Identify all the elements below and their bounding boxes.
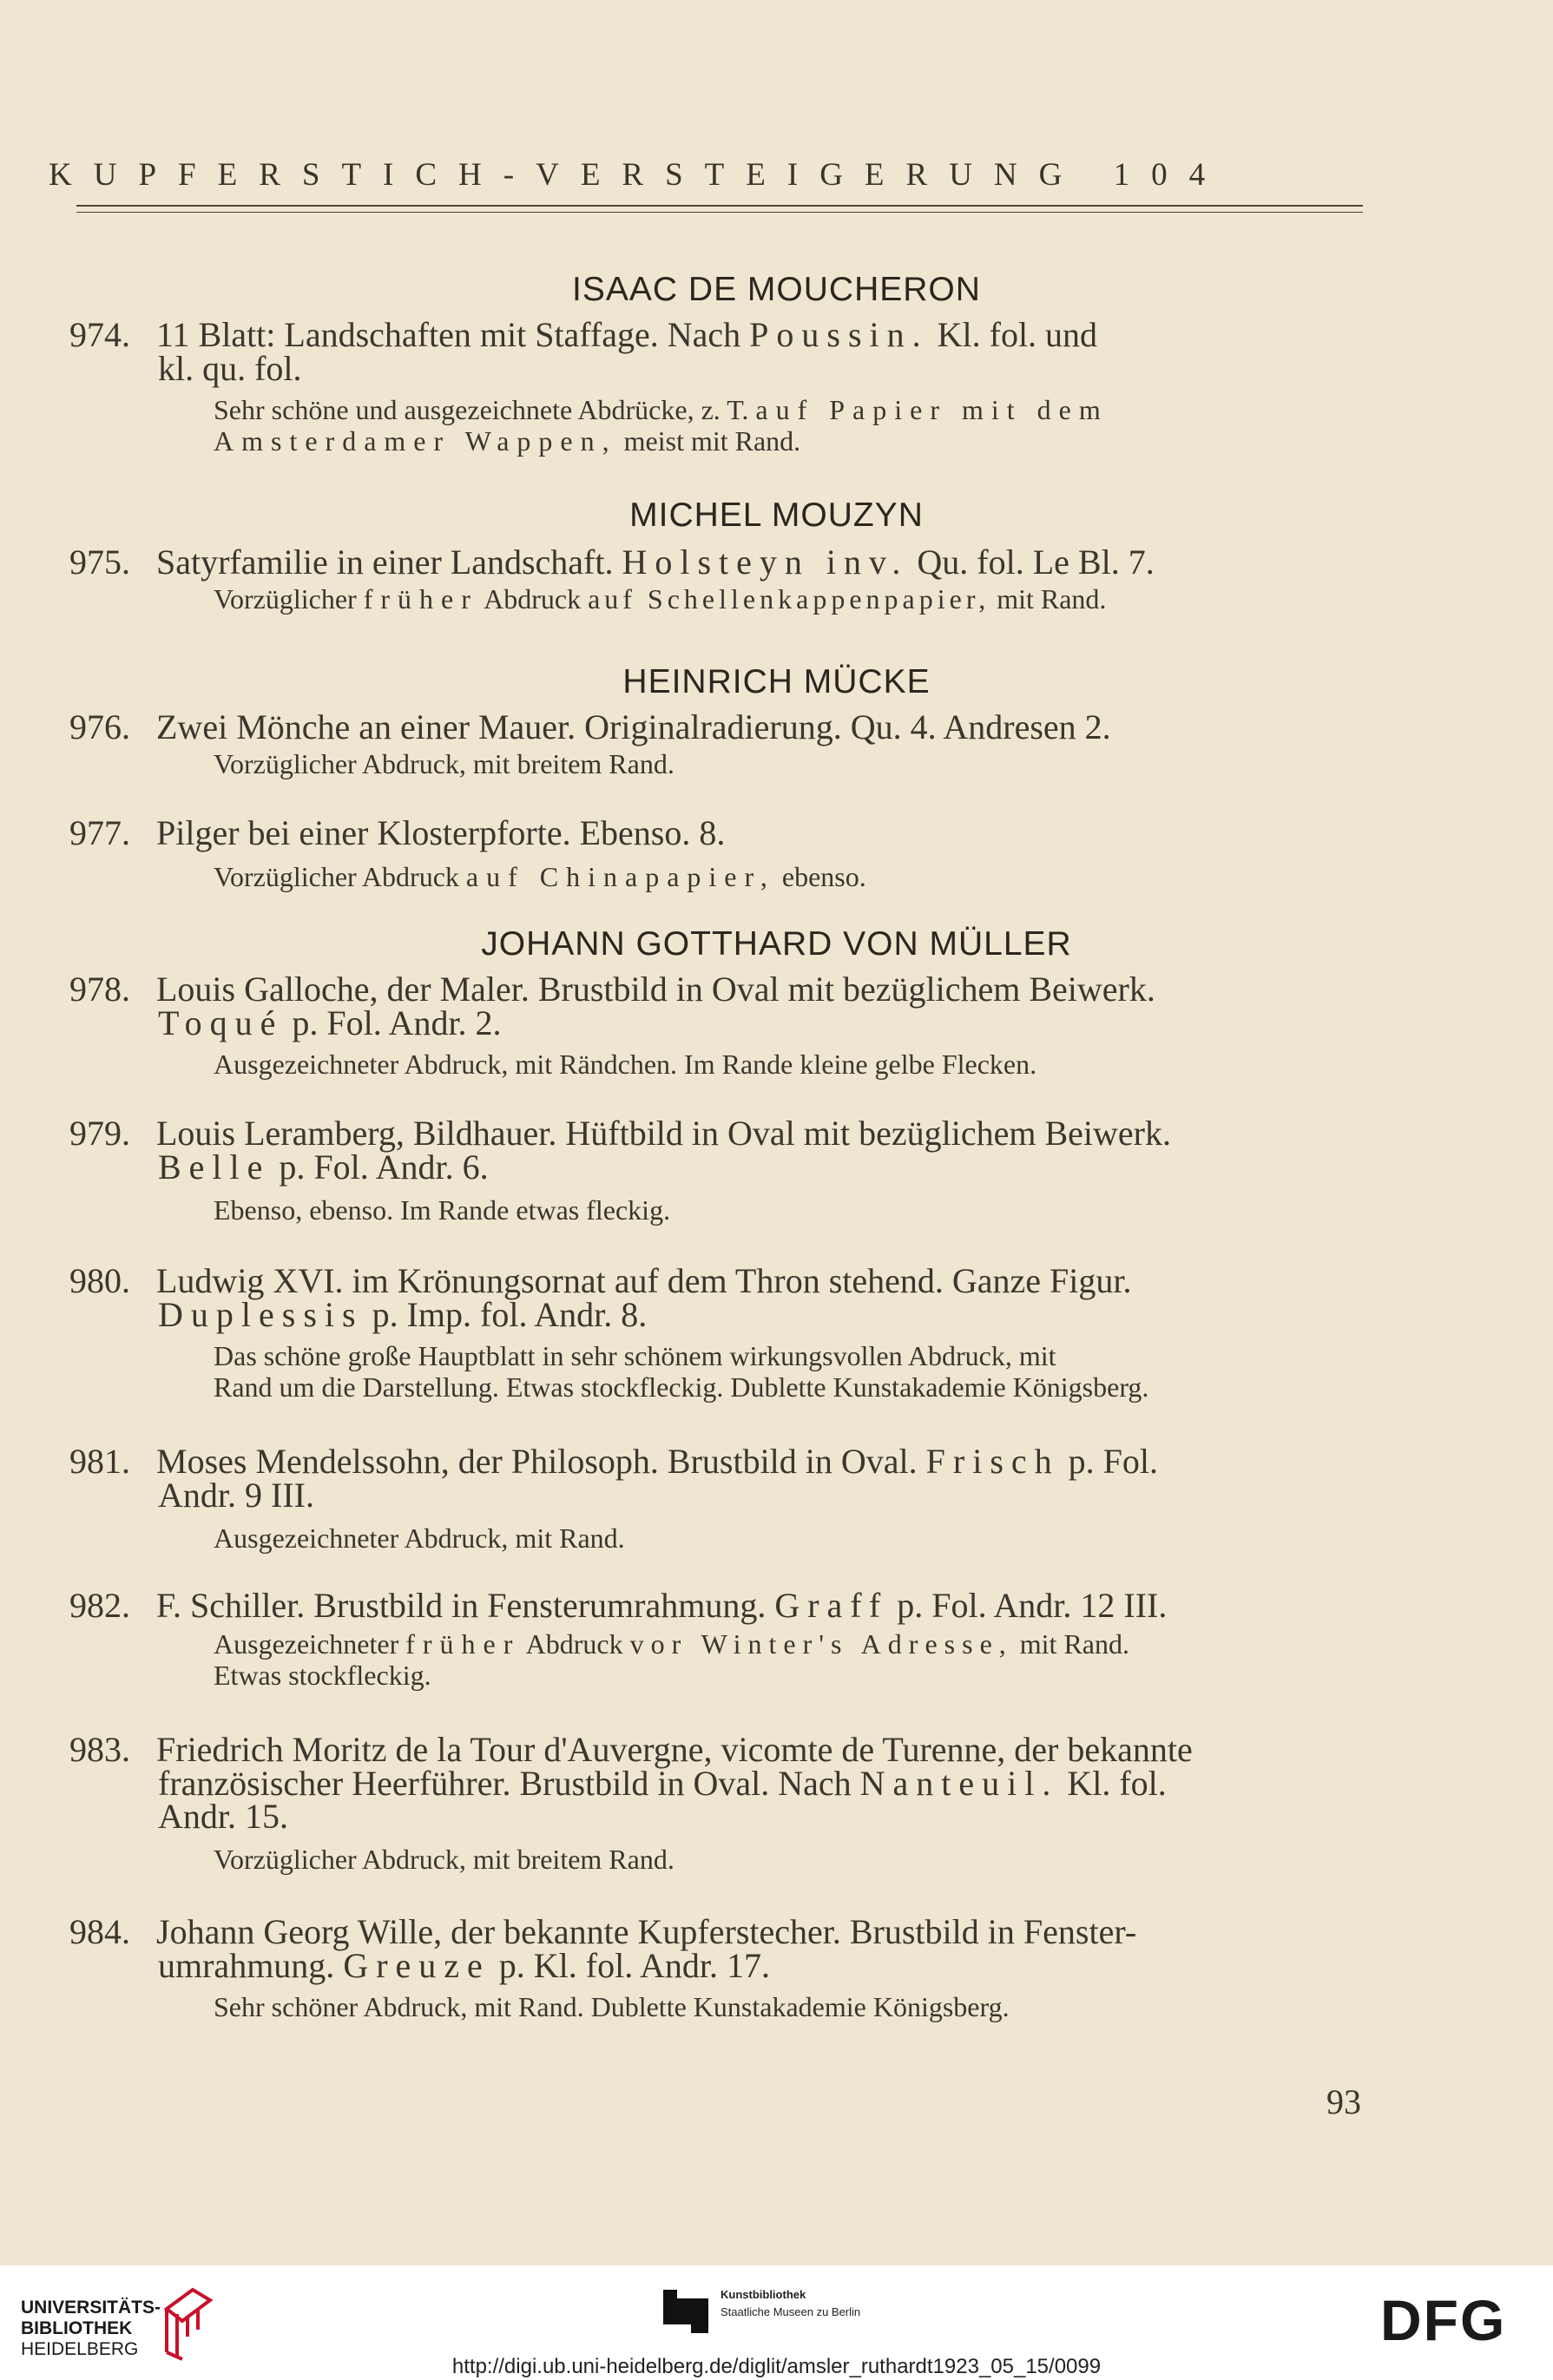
lot-line-cont: Toqué p. Fol. Andr. 2. (158, 1003, 502, 1042)
lot-entry-976 (69, 707, 1372, 779)
lot-description: Vorzüglicher früher Abdruck auf Schellenkappenpapier, mit Rand. (214, 583, 1107, 615)
lot-number: 980. (69, 1261, 130, 1300)
lot-line-cont: Belle p. Fol. Andr. 6. (158, 1147, 489, 1187)
dfg-logo-text: DFG (1380, 2290, 1507, 2347)
lot-line-cont: französischer Heerführer. Brustbild in Oval. Nach Nanteuil. Kl. fol. (158, 1764, 1167, 1803)
lot-description: Ausgezeichneter Abdruck, mit Rändchen. Im Rande kleine gelbe Flecken. (214, 1049, 1037, 1080)
lot-line: 982. F. Schiller. Brustbild in Fensterumrahmung. Graff p. Fol. Andr. 12 III. (69, 1586, 1168, 1625)
artist-heading: MICHEL MOUZYN (629, 496, 924, 534)
lot-description: Ausgezeichneter Abdruck, mit Rand. (214, 1522, 625, 1554)
lot-line: 975. Satyrfamilie in einer Landschaft. Holsteyn inv. Qu. fol. Le Bl. 7. (69, 542, 1155, 582)
lot-number: 982. (69, 1586, 130, 1625)
lot-line: 983. Friedrich Moritz de la Tour d'Auvergne, vicomte de Turenne, der bekannte (69, 1730, 1193, 1769)
lot-line: 981. Moses Mendelssohn, der Philosoph. Brustbild in Oval. Frisch p. Fol. (69, 1442, 1159, 1481)
lot-line-cont: Andr. 15. (158, 1797, 288, 1836)
kunstbibliothek-logo-icon[interactable] (661, 2288, 710, 2337)
header-rule-thin (76, 212, 1363, 213)
header-rule (76, 205, 1363, 207)
lot-number: 975. (69, 542, 130, 582)
kunstbibliothek-logo-text[interactable]: Kunstbibliothek Staatliche Museen zu Berlin (721, 2288, 861, 2318)
lot-number: 979. (69, 1114, 130, 1153)
dfg-logo[interactable] (1380, 2290, 1537, 2347)
lot-entry-980 (69, 1261, 1372, 1403)
lot-entry-983 (69, 1732, 1372, 1875)
lot-description: Ausgezeichneter früher Abdruck vor Winter's Adresse, mit Rand. (214, 1628, 1129, 1660)
artist-heading: HEINRICH MÜCKE (622, 663, 931, 700)
lot-number: 984. (69, 1912, 130, 1951)
page-number: 93 (1326, 2082, 1361, 2121)
lot-line-cont: Andr. 9 III. (158, 1476, 314, 1515)
lot-entry-981 (69, 1444, 1372, 1554)
lot-line: 980. Ludwig XVI. im Krönungsornat auf dem Thron stehend. Ganze Figur. (69, 1261, 1132, 1300)
lot-line-cont: umrahmung. Greuze p. Kl. fol. Andr. 17. (158, 1946, 771, 1985)
lot-number: 983. (69, 1730, 130, 1769)
lot-entry-984 (69, 1912, 1372, 2022)
artist-heading: JOHANN GOTTHARD VON MÜLLER (481, 925, 1072, 963)
running-head: KUPFERSTICH-VERSTEIGERUNG 104 (49, 157, 1227, 193)
lot-entry-974 (69, 315, 1372, 457)
lot-line: 978. Louis Galloche, der Maler. Brustbild in Oval mit bezüglichem Beiwerk. (69, 970, 1155, 1009)
lot-number: 974. (69, 315, 130, 354)
lot-description: Amsterdamer Wappen, meist mit Rand. (214, 425, 801, 457)
lot-entry-977 (69, 813, 1372, 892)
lot-number: 981. (69, 1442, 130, 1481)
lot-description: Vorzüglicher Abdruck, mit breitem Rand. (214, 1844, 675, 1875)
lot-description: Ebenso, ebenso. Im Rande etwas fleckig. (214, 1194, 671, 1226)
lot-entry-982 (69, 1588, 1372, 1691)
lot-description: Rand um die Darstellung. Etwas stockfleckig. Dublette Kunstakademie Königsberg. (214, 1371, 1149, 1403)
lot-entry-978 (69, 972, 1372, 1080)
lot-line-cont: Duplessis p. Imp. fol. Andr. 8. (158, 1295, 648, 1334)
ub-heidelberg-logo-icon[interactable] (158, 2283, 219, 2361)
lot-number: 977. (69, 813, 130, 852)
lot-description: Vorzüglicher Abdruck auf Chinapapier, ebenso. (214, 861, 866, 892)
lot-line: 974. 11 Blatt: Landschaften mit Staffage. Nach Poussin. Kl. fol. und (69, 315, 1098, 354)
lot-line: 979. Louis Leramberg, Bildhauer. Hüftbild in Oval mit bezüglichem Beiwerk. (69, 1114, 1171, 1153)
lot-line: 976. Zwei Mönche an einer Mauer. Originalradierung. Qu. 4. Andresen 2. (69, 707, 1111, 746)
lot-description: Sehr schöner Abdruck, mit Rand. Dublette Kunstakademie Königsberg. (214, 1991, 1010, 2022)
lot-description: Etwas stockfleckig. (214, 1660, 431, 1691)
lot-number: 976. (69, 707, 130, 746)
lot-entry-975 (69, 542, 1372, 615)
lot-line-cont: kl. qu. fol. (158, 349, 302, 388)
lot-line: 984. Johann Georg Wille, der bekannte Kupferstecher. Brustbild in Fenster- (69, 1912, 1137, 1951)
lot-entry-979 (69, 1116, 1372, 1226)
lot-line: 977. Pilger bei einer Klosterpforte. Ebenso. 8. (69, 813, 726, 852)
lot-description: Vorzüglicher Abdruck, mit breitem Rand. (214, 748, 675, 779)
permalink-url[interactable]: http://digi.ub.uni-heidelberg.de/diglit/amsler_ruthardt1923_05_15/0099 (451, 2355, 1102, 2378)
lot-description: Sehr schöne und ausgezeichnete Abdrücke, z. T. auf Papier mit dem (214, 394, 1109, 425)
ub-heidelberg-logo-text[interactable]: UNIVERSITÄTS- BIBLIOTHEK HEIDELBERG (21, 2298, 161, 2359)
lot-description: Das schöne große Hauptblatt in sehr schönem wirkungsvollen Abdruck, mit (214, 1340, 1056, 1371)
lot-number: 978. (69, 970, 130, 1009)
artist-heading: ISAAC DE MOUCHERON (572, 271, 981, 308)
